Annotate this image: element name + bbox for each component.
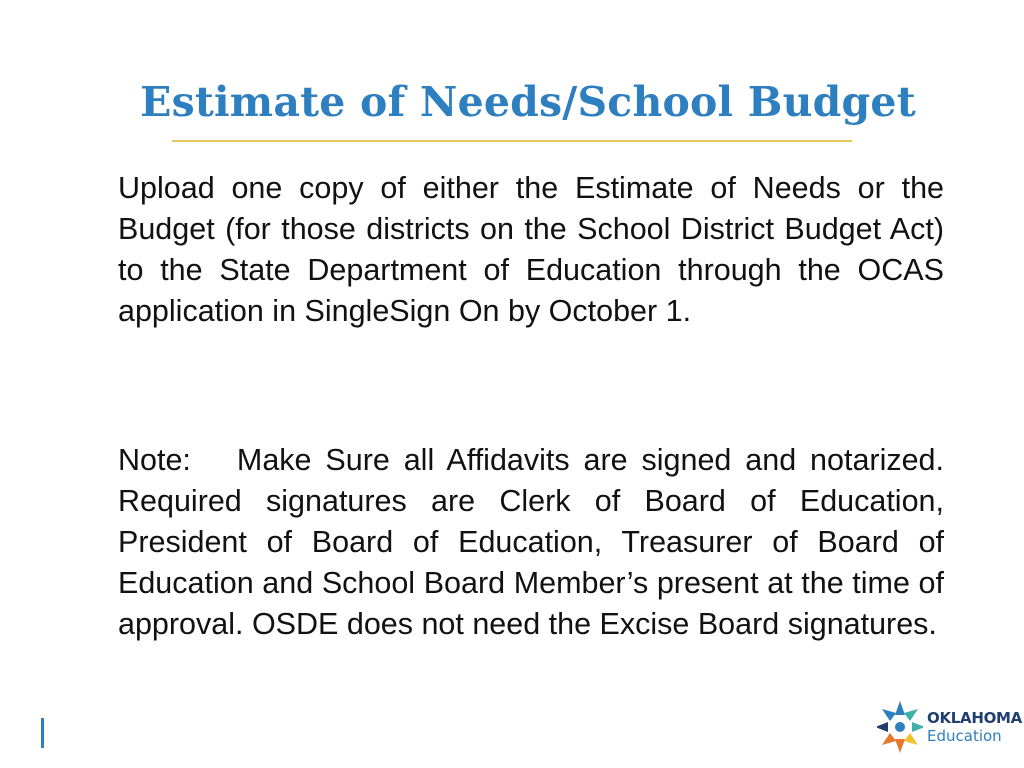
- note-body: Make Sure all Affidavits are signed and notarized. Required signatures are Clerk of Board of Education, President of Board of Education, Treasurer of Board of Education and School Board Member’s present at the time of approval. OSDE does not need the Excise Board signatures.: [118, 443, 944, 641]
- oklahoma-education-logo: [877, 697, 1022, 757]
- oklahoma-star-icon: [877, 699, 923, 755]
- logo-text-oklahoma: OKLAHOMA: [927, 709, 1022, 727]
- note-label: Note:: [118, 443, 191, 477]
- upload-instruction-paragraph: Upload one copy of either the Estimate of Needs or the Budget (for those districts on the School District Budget Act) to the State Department of Education through the OCAS application in SingleSign On by October 1.: [118, 171, 944, 328]
- title-divider: [172, 140, 852, 142]
- logo-text-education: Education: [927, 727, 1002, 745]
- page-title: Estimate of Needs/School Budget: [140, 78, 916, 126]
- slide-marker: [41, 718, 44, 748]
- note-paragraph: [118, 440, 944, 645]
